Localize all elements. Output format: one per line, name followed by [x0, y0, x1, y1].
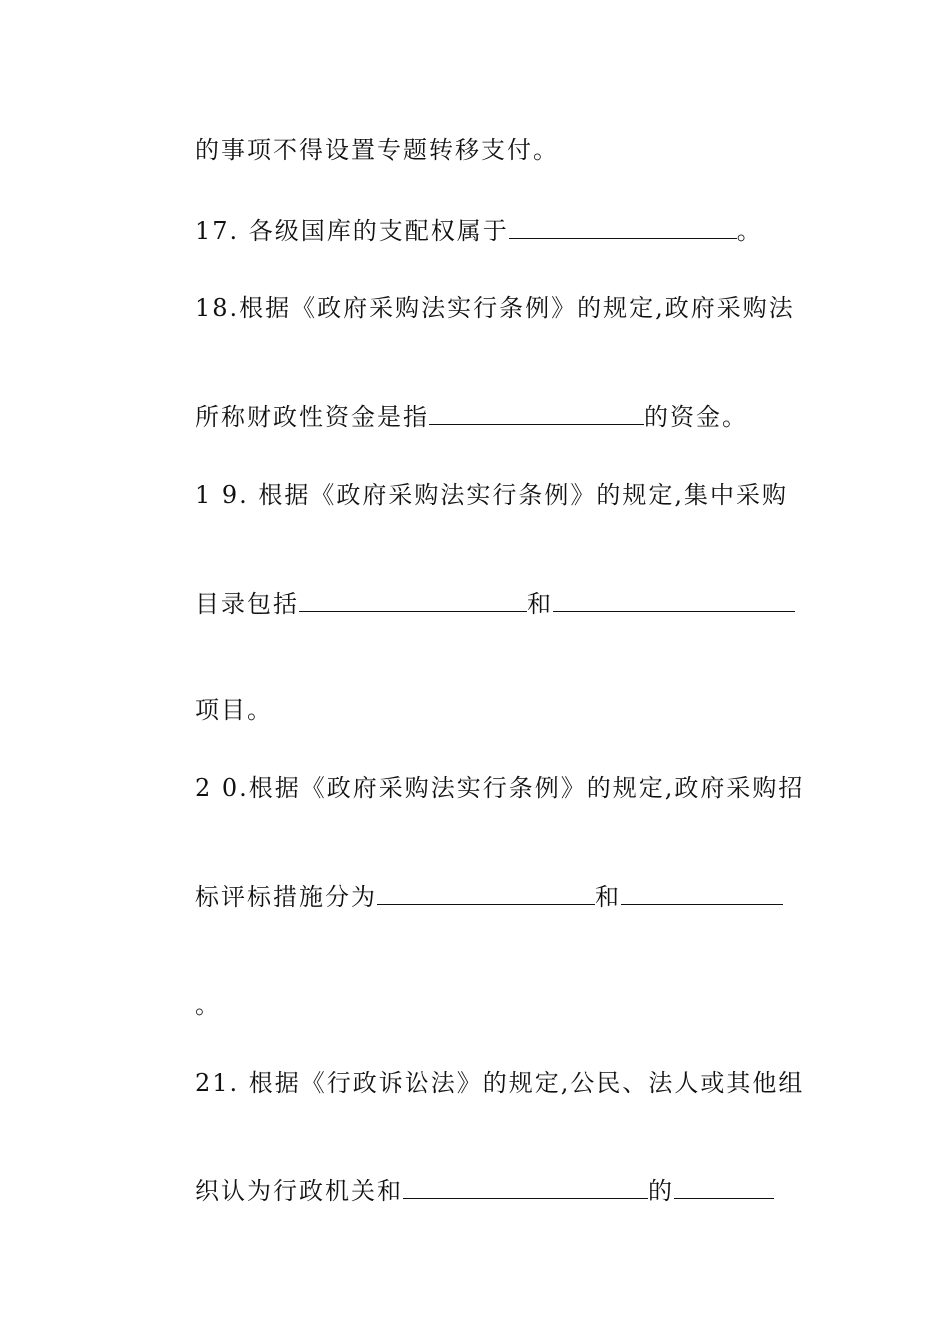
- question-21: [195, 1063, 804, 1103]
- question-20-text: 2 0.根据《政府采购法实行条例》的规定,政府采购招: [195, 774, 805, 802]
- text-line-1: [195, 130, 559, 170]
- question-19-end-text: 项目。: [195, 696, 273, 724]
- fill-blank[interactable]: [674, 1170, 774, 1199]
- fill-blank[interactable]: [299, 583, 527, 612]
- question-21-middle: 的: [648, 1177, 674, 1205]
- question-20-cont: [195, 876, 783, 916]
- question-17-text: 17. 各级国库的支配权属于: [195, 217, 509, 245]
- question-19-cont-text: 目录包括: [195, 590, 299, 618]
- fill-blank[interactable]: [621, 876, 783, 905]
- question-19: [195, 475, 788, 515]
- question-18-cont: [195, 396, 748, 436]
- fill-blank[interactable]: [509, 210, 737, 239]
- question-17: [195, 210, 763, 250]
- question-20-end-text: 。: [195, 991, 221, 1019]
- fill-blank[interactable]: [429, 396, 644, 425]
- question-18: [195, 288, 795, 328]
- question-18-cont-text: 所称财政性资金是指: [195, 403, 429, 431]
- question-21-cont-text: 织认为行政机关和: [195, 1177, 403, 1205]
- question-19-text: 1 9. 根据《政府采购法实行条例》的规定,集中采购: [195, 481, 789, 509]
- question-20-middle: 和: [595, 883, 621, 911]
- question-20-end: [195, 985, 221, 1025]
- question-17-end: 。: [736, 217, 763, 245]
- question-21-text: 21. 根据《行政诉讼法》的规定,公民、法人或其他组: [195, 1069, 805, 1097]
- question-20-cont-text: 标评标措施分为: [195, 883, 377, 911]
- question-18-end: 的资金。: [644, 403, 748, 431]
- question-18-text: 18.根据《政府采购法实行条例》的规定,政府采购法: [195, 294, 795, 322]
- question-21-cont: [195, 1170, 774, 1210]
- fill-blank[interactable]: [377, 876, 595, 905]
- question-19-middle: 和: [527, 590, 553, 618]
- fill-blank[interactable]: [553, 583, 795, 612]
- line-1-text: 的事项不得设置专题转移支付。: [195, 136, 559, 164]
- question-19-end: [195, 690, 273, 730]
- question-19-cont: [195, 583, 795, 623]
- fill-blank[interactable]: [403, 1170, 648, 1199]
- question-20: [195, 768, 804, 808]
